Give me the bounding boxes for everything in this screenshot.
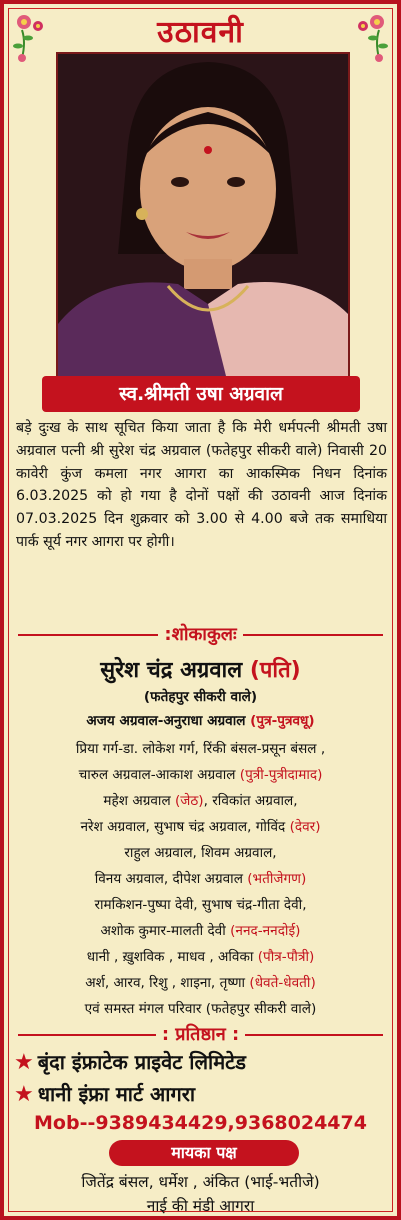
firm-line: [14, 1080, 391, 1107]
family-names: नरेश अग्रवाल, सुभाष चंद्र अग्रवाल, गोविंद: [80, 819, 286, 835]
family-names: एवं समस्त मंगल परिवार (फतेहपुर सीकरी वाले): [84, 1001, 317, 1017]
firm-name: बृंदा इंफ्राटेक प्राइवेट लिमिटेड: [37, 1050, 246, 1074]
family-line: [4, 738, 397, 757]
family-names: विनय अग्रवाल, दीपेश अग्रवाल: [94, 871, 243, 887]
portrait-photo: [56, 52, 350, 386]
shokakul-heading: [4, 622, 397, 646]
family-names: अशोक कुमार-मालती देवी: [100, 923, 226, 939]
family-relation: (पौत्र-पौत्री): [257, 949, 315, 965]
family-line: [4, 946, 397, 965]
pratishthan-heading-text: : प्रतिष्ठान :: [156, 1024, 245, 1045]
family-relation: (धेवते-धेवती): [249, 975, 316, 991]
family-names: चारुल अग्रवाल-आकाश अग्रवाल: [78, 767, 236, 783]
husband-relation: (पति): [249, 658, 301, 683]
family-names: महेश अग्रवाल: [103, 793, 171, 809]
family-names: रामकिशन-पुष्पा देवी, सुभाष चंद्र-गीता देवी,: [94, 897, 307, 913]
firm-line: [14, 1048, 391, 1075]
firm-name: धानी इंफ्रा मार्ट आगरा: [37, 1082, 196, 1106]
family-line: [4, 972, 397, 991]
husband-origin: (फतेहपुर सीकरी वाले): [143, 689, 258, 705]
family-relation: (जेठ): [175, 793, 204, 809]
mayka-names: जितेंद्र बंसल, धर्मेश , अंकित (भाई-भतीजे): [81, 1173, 320, 1191]
mayka-place: नाई की मंडी आगरा: [146, 1197, 255, 1215]
family-relation: (भतीजेगण): [247, 871, 307, 887]
deceased-name-banner: स्व.श्रीमती उषा अग्रवाल: [42, 376, 360, 412]
family-line: [4, 790, 397, 809]
family-relation: (पुत्र-पुत्रवधू): [250, 713, 315, 729]
family-names: प्रिया गर्ग-डा. लोकेश गर्ग, रिंकी बंसल-प्रसून बंसल ,: [75, 741, 326, 757]
husband-line: [4, 654, 397, 684]
family-names-extra: , रविकांत अग्रवाल,: [203, 793, 298, 809]
poster-title: उठावनी: [157, 15, 244, 50]
family-relation: (पुत्री-पुत्रीदामाद): [239, 767, 323, 783]
star-icon: ★: [14, 1082, 34, 1107]
family-names: अर्श, आरव, रिशु , शाइना, तृष्णा: [85, 975, 246, 991]
family-line: [4, 710, 397, 729]
portrait-illustration: [58, 54, 348, 384]
family-names: धानी , ख़ुशविक , माधव , अविका: [86, 949, 254, 965]
shokakul-heading-text: :शोकाकुलः: [158, 624, 242, 645]
family-line: [4, 894, 397, 913]
family-line: [4, 868, 397, 887]
family-line: [4, 764, 397, 783]
family-line: [4, 842, 397, 861]
family-relation: (देवर): [289, 819, 321, 835]
family-names: राहुल अग्रवाल, शिवम अग्रवाल,: [124, 845, 277, 861]
family-line: [4, 998, 397, 1017]
pratishthan-heading: [4, 1022, 397, 1046]
announcement-text: बड़े दुःख के साथ सूचित किया जाता है कि मेरी धर्मपत्नी श्रीमती उषा अग्रवाल पत्नी श्री सुरेश चंद्र अग्रवाल (फतेहपुर सीकरी वाले) निवासी 20 कावेरी कुंज कमला नगर आगरा का आकस्मिक निधन दिनांक 6.03.2025 को हो गया है दोनों पक्षों की उठावनी आज दिनांक 07.03.2025 दिन शुक्रवार को 3.00 से 4.00 बजे तक समाधिया पार्क सूर्य नगर आगरा पर होगी।: [16, 420, 387, 550]
star-icon: ★: [14, 1050, 34, 1075]
family-relation: (ननद-ननदोई): [230, 923, 301, 939]
mayka-heading: मायका पक्ष: [109, 1140, 299, 1166]
mobile-numbers: Mob--9389434429,9368024474: [34, 1112, 367, 1134]
family-line: [4, 920, 397, 939]
family-line: [4, 816, 397, 835]
husband-name: सुरेश चंद्र अग्रवाल: [100, 658, 243, 683]
family-names: अजय अग्रवाल-अनुराधा अग्रवाल: [86, 713, 246, 729]
